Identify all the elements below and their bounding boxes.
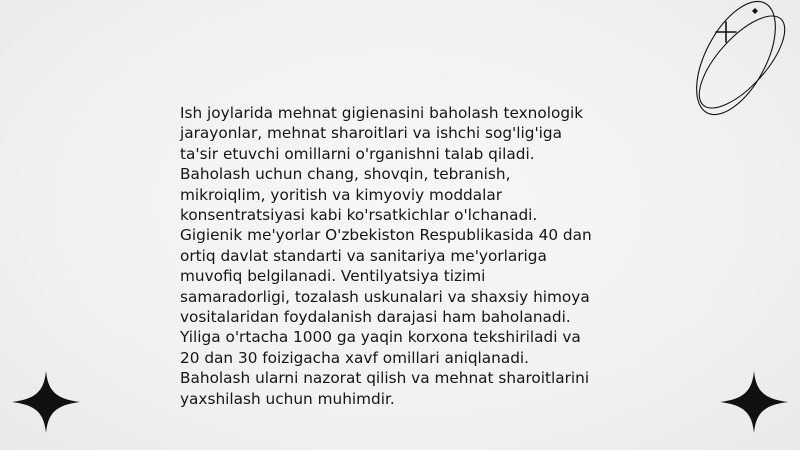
four-point-star-icon (720, 371, 788, 433)
four-point-star-icon (12, 371, 80, 433)
orbit-sparkle-icon (672, 0, 800, 130)
slide-body-text: Ish joylarida mehnat gigienasini baholash texnologik jarayonlar, mehnat sharoitlari va ishchi sog'lig'iga ta'sir etuvchi omillarni o'rganishni talab qiladi. Baholash uchun chang, shovqin, tebranish, mikroiqlim, yoritish va kimyoviy moddalar konsentratsiyasi kabi ko'rsatkichlar o'lchanadi. Gigienik me'yorlar O'zbekiston Respublikasida 40 dan ortiq davlat standarti va sanitariya me'yorlariga muvofiq belgilanadi. Ventilyatsiya tizimi samaradorligi, tozalash uskunalari va shaxsiy himoya vositalaridan foydalanish darajasi ham baholanadi. Yiliga o'rtacha 1000 ga yaqin korxona tekshiriladi va 20 dan 30 foizigacha xavf omillari aniqlanadi. Baholash ularni nazorat qilish va mehnat sharoitlarini yaxshilash uchun muhimdir. (180, 104, 592, 408)
